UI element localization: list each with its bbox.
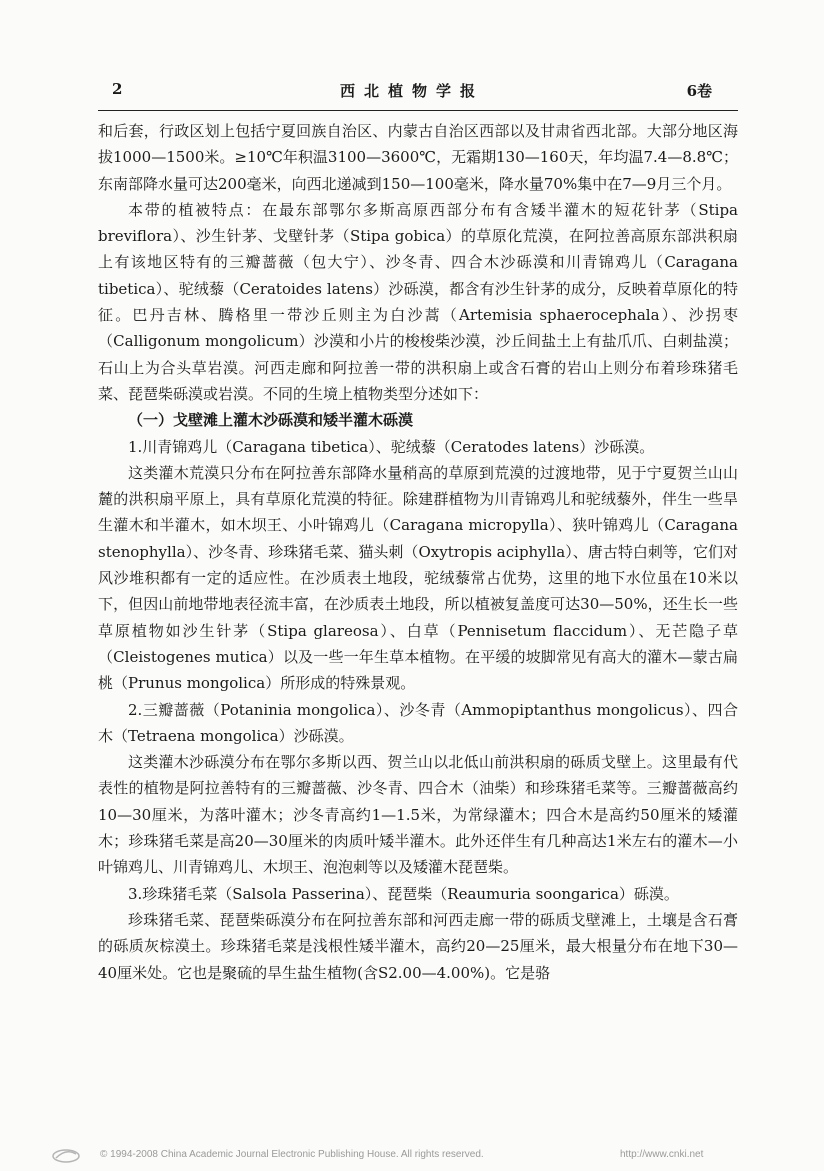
paragraph: 本带的植被特点：在最东部鄂尔多斯高原西部分布有含矮半灌木的短花针茅（Stipa breviflora）、沙生针茅、戈壁针茅（Stipa gobica）的草原化荒漠，在阿拉善高原东部洪积扇上有该地区特有的三瓣蔷薇（包大宁）、沙冬青、四合木沙砾漠和川青锦鸡儿（Caragana tibetica）、驼绒藜（Ceratoides latens）沙砾漠，都含有沙生针茅的成分，反映着草原化的特征。巴丹吉林、腾格里一带沙丘则主为白沙蒿（Artemisia sphaerocephala）、沙拐枣（Calligonum mongolicum）沙漠和小片的梭梭柴沙漠，沙丘间盐土上有盐爪爪、白刺盐漠；石山上为合头草岩漠。河西走廊和阿拉善一带的洪积扇上或含石膏的岩山上则分布着珍珠猪毛菜、琵琶柴砾漠或岩漠。不同的生境上植物类型分述如下： xyxy=(98,200,738,403)
running-header xyxy=(112,80,712,104)
subsection-item: 1.川青锦鸡儿（Caragana tibetica）、驼绒藜（Ceratodes latens）沙砾漠。 xyxy=(128,437,655,456)
page-footer xyxy=(50,1146,770,1166)
subsection-item: 2.三瓣蔷薇（Potaninia mongolica）、沙冬青（Ammopiptanthus mongolicus）、四合木（Tetraena mongolica）沙砾漠。 xyxy=(98,700,738,745)
section-heading: （一）戈壁滩上灌木沙砾漠和矮半灌木砾漠 xyxy=(128,411,414,430)
subsection-item: 3.珍珠猪毛菜（Salsola Passerina）、琵琶柴（Reaumuria soongarica）砾漠。 xyxy=(128,884,679,903)
footer-url: http://www.cnki.net xyxy=(620,1149,704,1160)
header-rule xyxy=(98,110,738,111)
journal-title: 西北植物学报 xyxy=(339,82,484,100)
paragraph: 这类灌木荒漠只分布在阿拉善东部降水量稍高的草原到荒漠的过渡地带，见于宁夏贺兰山山麓的洪积扇平原上，具有草原化荒漠的特征。除建群植物为川青锦鸡儿和驼绒藜外，伴生一些旱生灌木和半灌木，如木坝王、小叶锦鸡儿（Caragana micropylla）、狭叶锦鸡儿（Caragana stenophylla）、沙冬青、珍珠猪毛菜、猫头刺（Oxytropis aciphylla）、唐古特白刺等，它们对风沙堆积都有一定的适应性。在沙质表土地段，驼绒藜常占优势，这里的地下水位虽在10米以下，但因山前地带地表径流丰富，在沙质表土地段，所以植被复盖度可达30—50%，还生长一些草原植物如沙生针茅（Stipa glareosa）、白草（Pennisetum flaccidum）、无芒隐子草（Cleistogenes mutica）以及一些一年生草本植物。在平缓的坡脚常见有高大的灌木—蒙古扁桃（Prunus mongolica）所形成的特殊景观。 xyxy=(98,463,738,693)
article-body xyxy=(98,118,738,986)
copyright-notice: © 1994-2008 China Academic Journal Electronic Publishing House. All rights reserved. xyxy=(100,1149,484,1160)
cnki-logo-icon xyxy=(50,1146,82,1164)
paragraph: 和后套，行政区划上包括宁夏回族自治区、内蒙古自治区西部以及甘肃省西北部。大部分地区海拔1000—1500米。≥10℃年积温3100—3600℃，无霜期130—160天，年均温7.4—8.8℃；东南部降水量可达200毫米，向西北递减到150—100毫米，降水量70%集中在7—9月三个月。 xyxy=(98,122,738,193)
paragraph: 这类灌木沙砾漠分布在鄂尔多斯以西、贺兰山以北低山前洪积扇的砾质戈壁上。这里最有代表性的植物是阿拉善特有的三瓣蔷薇、沙冬青、四合木（油柴）和珍珠猪毛菜等。三瓣蔷薇高约10—30厘米，为落叶灌木；沙冬青高约1—1.5米，为常绿灌木；四合木是高约50厘米的矮灌木；珍珠猪毛菜是高20—30厘米的肉质叶矮半灌木。此外还伴生有几种高达1米左右的灌木—小叶锦鸡儿、川青锦鸡儿、木坝王、泡泡刺等以及矮灌木琵琶柴。 xyxy=(98,753,738,877)
paragraph: 珍珠猪毛菜、琵琶柴砾漠分布在阿拉善东部和河西走廊一带的砾质戈壁滩上，土壤是含石膏的砾质灰棕漠土。珍珠猪毛菜是浅根性矮半灌木，高约20—25厘米，最大根量分布在地下30—40厘米处。它也是聚硫的旱生盐生植物(含S2.00—4.00%)。它是骆 xyxy=(98,910,738,982)
volume-label: 6卷 xyxy=(686,82,712,100)
page-number: 2 xyxy=(112,80,123,98)
